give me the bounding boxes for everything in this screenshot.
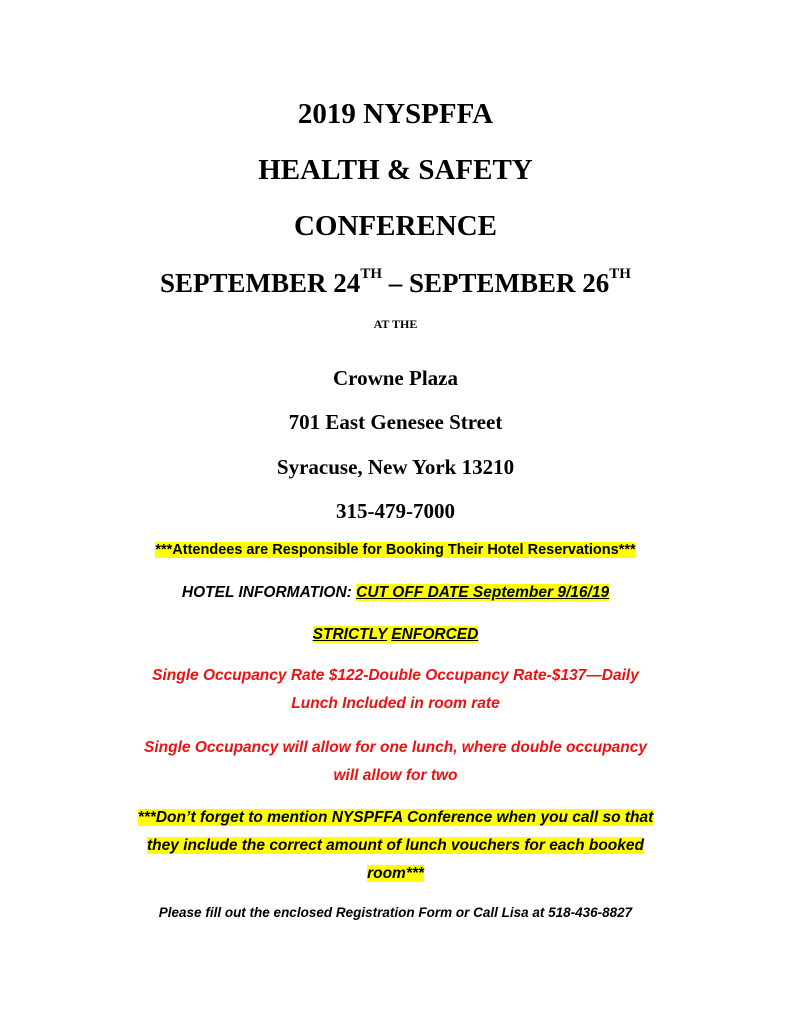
enforced-word: ENFORCED bbox=[391, 626, 479, 643]
end-date-suffix: TH bbox=[609, 266, 631, 282]
registration-footer: Please fill out the enclosed Registration Form or Call Lisa at 518-436-8827 bbox=[158, 905, 633, 920]
mention-line-1-text: ***Don’t forget to mention NYSPFFA Conference when you call so that bbox=[137, 809, 654, 826]
title-health-safety: HEALTH & SAFETY bbox=[258, 154, 533, 186]
venue-city: Syracuse, New York 13210 bbox=[276, 455, 515, 479]
lunch-line-1: Single Occupancy will allow for one lunch, where double occupancy bbox=[144, 739, 647, 756]
mention-line-2-text: they include the correct amount of lunch vouchers for each booked bbox=[147, 837, 644, 854]
cutoff-date: CUT OFF DATE September 9/16/19 bbox=[356, 584, 610, 601]
hotel-info-label: HOTEL INFORMATION: bbox=[181, 584, 357, 601]
mention-line-3-text: room*** bbox=[367, 865, 424, 882]
mention-line-2 bbox=[0, 837, 791, 855]
venue-street: 701 East Genesee Street bbox=[288, 410, 503, 434]
lunch-line-2: will allow for two bbox=[333, 767, 458, 784]
start-date-suffix: TH bbox=[360, 266, 382, 282]
booking-notice bbox=[0, 542, 791, 558]
date-separator: – bbox=[382, 268, 409, 298]
mention-line-3 bbox=[0, 865, 791, 883]
venue-name: Crowne Plaza bbox=[332, 366, 458, 390]
title-conference: CONFERENCE bbox=[293, 210, 497, 242]
conference-dates bbox=[0, 268, 791, 299]
end-date: SEPTEMBER 26 bbox=[409, 268, 610, 298]
venue-phone: 315-479-7000 bbox=[336, 499, 455, 523]
hotel-info bbox=[0, 584, 791, 602]
rate-line-1: Single Occupancy Rate $122-Double Occupancy Rate-$137—Daily bbox=[152, 667, 639, 684]
strictly-enforced bbox=[0, 626, 791, 644]
booking-notice-text: ***Attendees are Responsible for Booking Their Hotel Reservations*** bbox=[155, 542, 636, 558]
title-year-org: 2019 NYSPFFA bbox=[297, 98, 494, 130]
start-date: SEPTEMBER 24 bbox=[160, 268, 361, 298]
strictly-enforced-highlight bbox=[313, 626, 479, 643]
strictly-word: STRICTLY bbox=[312, 626, 388, 643]
rate-line-2: Lunch Included in room rate bbox=[291, 695, 500, 712]
at-the-label: AT THE bbox=[373, 317, 418, 331]
mention-line-1 bbox=[0, 809, 791, 827]
